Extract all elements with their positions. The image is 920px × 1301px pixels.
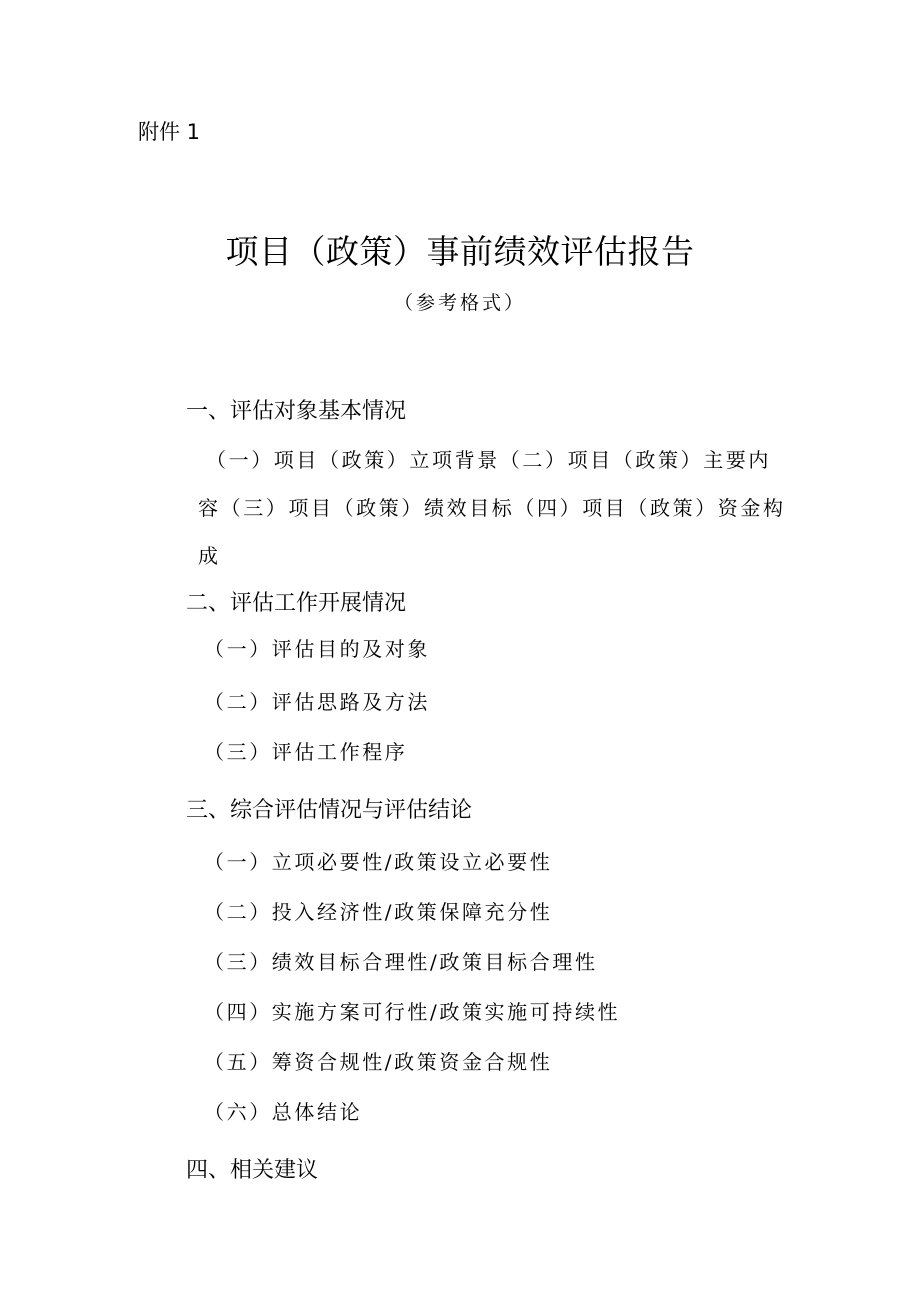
section-3-item-2: （二）投入经济性/政策保障充分性 <box>204 900 553 924</box>
section-1-paragraph: （一）项目（政策）立项背景（二）项目（政策）主要内容（三）项目（政策）绩效目标（四）项目（政策）资金构成 <box>198 448 786 568</box>
document-subtitle: （参考格式） <box>393 292 526 314</box>
section-heading-3: 三、综合评估情况与评估结论 <box>186 798 473 823</box>
section-heading-2: 二、评估工作开展情况 <box>186 591 407 616</box>
section-2-item-2: （二）评估思路及方法 <box>204 690 430 714</box>
section-3-item-1: （一）立项必要性/政策设立必要性 <box>204 850 553 874</box>
section-3-item-4: （四）实施方案可行性/政策实施可持续性 <box>204 1000 621 1024</box>
section-2-item-3: （三）评估工作程序 <box>204 740 408 764</box>
document-title: 项目（政策）事前绩效评估报告 <box>225 232 695 271</box>
section-heading-4: 四、相关建议 <box>186 1158 319 1183</box>
section-3-item-5: （五）筹资合规性/政策资金合规性 <box>204 1050 553 1074</box>
section-3-item-3: （三）绩效目标合理性/政策目标合理性 <box>204 950 598 974</box>
section-heading-1: 一、评估对象基本情况 <box>186 399 407 424</box>
section-2-item-1: （一）评估目的及对象 <box>204 637 430 661</box>
attachment-label: 附件 1 <box>138 120 201 144</box>
section-3-item-6: （六）总体结论 <box>204 1100 363 1124</box>
